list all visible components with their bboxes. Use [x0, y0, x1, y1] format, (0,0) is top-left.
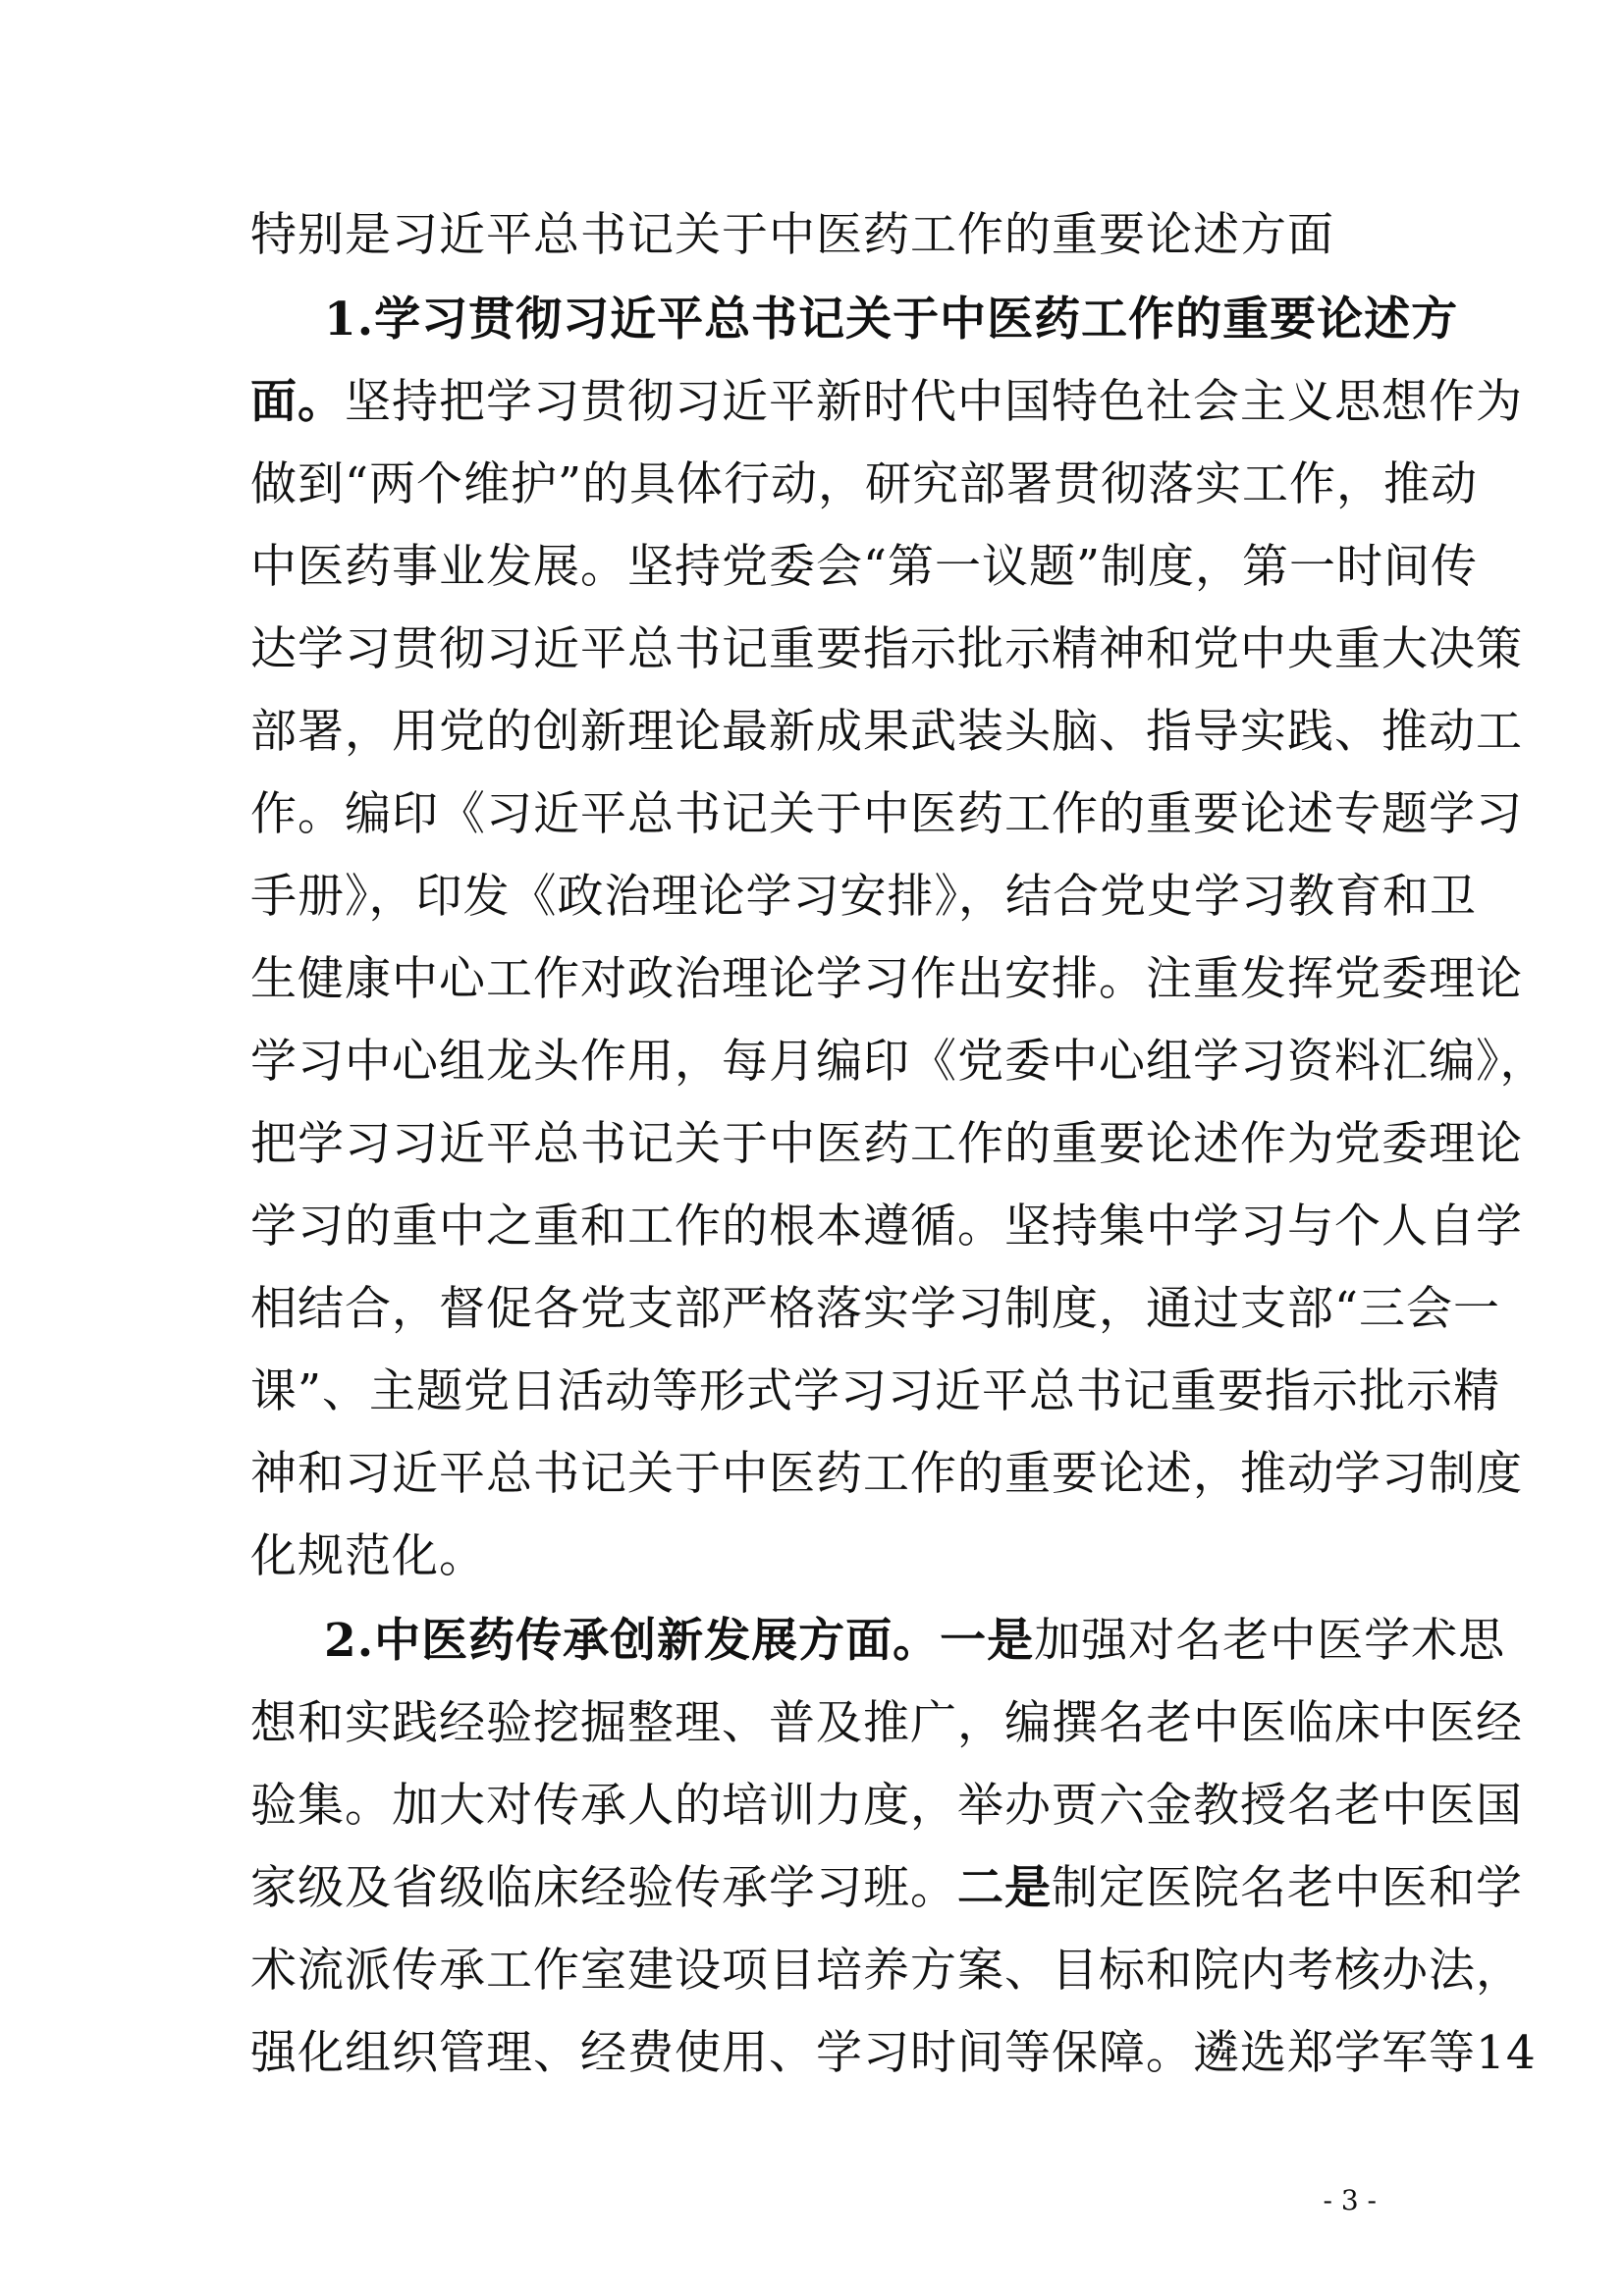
line-text: 想和实践经验挖掘整理、普及推广，编撰名老中医临床中医经 — [250, 1696, 1523, 1750]
paragraph-line — [250, 1280, 1501, 1339]
paragraph-line — [250, 1777, 1523, 1836]
paragraph-line — [250, 1694, 1523, 1753]
paragraph-line — [250, 2024, 1537, 2083]
line-text: 达学习贯彻习近平总书记重要指示批示精神和党中央重大决策 — [250, 622, 1523, 676]
line-text: 做到“两个维护”的具体行动，研究部署贯彻落实工作，推动 — [250, 457, 1479, 511]
line-text: 强化组织管理、经费使用、学习时间等保障。遴选郑学军等14 — [250, 2026, 1537, 2080]
paragraph-line — [250, 1859, 1523, 1918]
paragraph-line — [250, 703, 1523, 762]
line-text: 坚持把学习贯彻习近平新时代中国特色社会主义思想作为 — [345, 375, 1523, 429]
section-heading: 2.中医药传承创新发展方面。一是 — [324, 1614, 1035, 1668]
paragraph-line — [250, 1033, 1547, 1092]
line-text: 学习的重中之重和工作的根本遵循。坚持集中学习与个人自学 — [250, 1200, 1523, 1254]
paragraph-line — [250, 785, 1523, 844]
line-text: 学习中心组龙头作用，每月编印《党委中心组学习资料汇编》， — [250, 1035, 1547, 1089]
line-text: 中医药事业发展。坚持党委会“第一议题”制度，第一时间传 — [250, 540, 1479, 594]
paragraph-line — [250, 1527, 1370, 1586]
paragraph-line — [250, 1942, 1523, 2001]
paragraph-line — [250, 1445, 1523, 1504]
line-text: 制定医院名老中医和学 — [1052, 1861, 1523, 1915]
line-text: 部署，用党的创新理论最新成果武装头脑、指导实践、推动工 — [250, 705, 1523, 759]
paragraph-line — [250, 1115, 1523, 1174]
paragraph-line — [250, 868, 1477, 927]
page-number: - 3 - — [1323, 2184, 1377, 2216]
line-text: 术流派传承工作室建设项目培养方案、目标和院内考核办法， — [250, 1944, 1523, 1998]
section-heading-end: 面。 — [250, 375, 345, 429]
line-text: 生健康中心工作对政治理论学习作出安排。注重发挥党委理论 — [250, 952, 1523, 1006]
line-text: 相结合，督促各党支部严格落实学习制度，通过支部“三会一 — [250, 1282, 1501, 1336]
paragraph-line — [250, 538, 1479, 597]
line-text: 手册》，印发《政治理论学习安排》，结合党史学习教育和卫 — [250, 870, 1477, 924]
line-text: 作。编印《习近平总书记关于中医药工作的重要论述专题学习 — [250, 787, 1523, 841]
line-text: 把学习习近平总书记关于中医药工作的重要论述作为党委理论 — [250, 1117, 1523, 1171]
paragraph-line — [250, 1198, 1523, 1256]
line-text: 神和习近平总书记关于中医药工作的重要论述，推动学习制度 — [250, 1447, 1523, 1501]
heading-line — [324, 1612, 1506, 1671]
line-text: 课”、主题党日活动等形式学习习近平总书记重要指示批示精 — [250, 1364, 1501, 1418]
line-text: 加强对名老中医学术思 — [1034, 1614, 1506, 1668]
paragraph-line — [250, 455, 1479, 514]
line-text: 特别是习近平总书记关于中医药工作的重要论述方面 — [250, 208, 1334, 262]
paragraph-line — [250, 950, 1523, 1009]
paragraph-line — [250, 373, 1523, 432]
line-text: 验集。加大对传承人的培训力度，举办贾六金教授名老中医国 — [250, 1779, 1523, 1833]
paragraph-line — [250, 620, 1523, 679]
paragraph-line — [250, 1362, 1501, 1421]
line-text: 化规范化。 — [250, 1529, 486, 1583]
section-heading: 1.学习贯彻习近平总书记关于中医药工作的重要论述方 — [324, 293, 1459, 347]
heading-line — [324, 291, 1459, 349]
emphasis-text: 二是 — [957, 1861, 1052, 1915]
line-text: 家级及省级临床经验传承学习班。 — [250, 1861, 957, 1915]
paragraph-line — [250, 206, 1370, 265]
